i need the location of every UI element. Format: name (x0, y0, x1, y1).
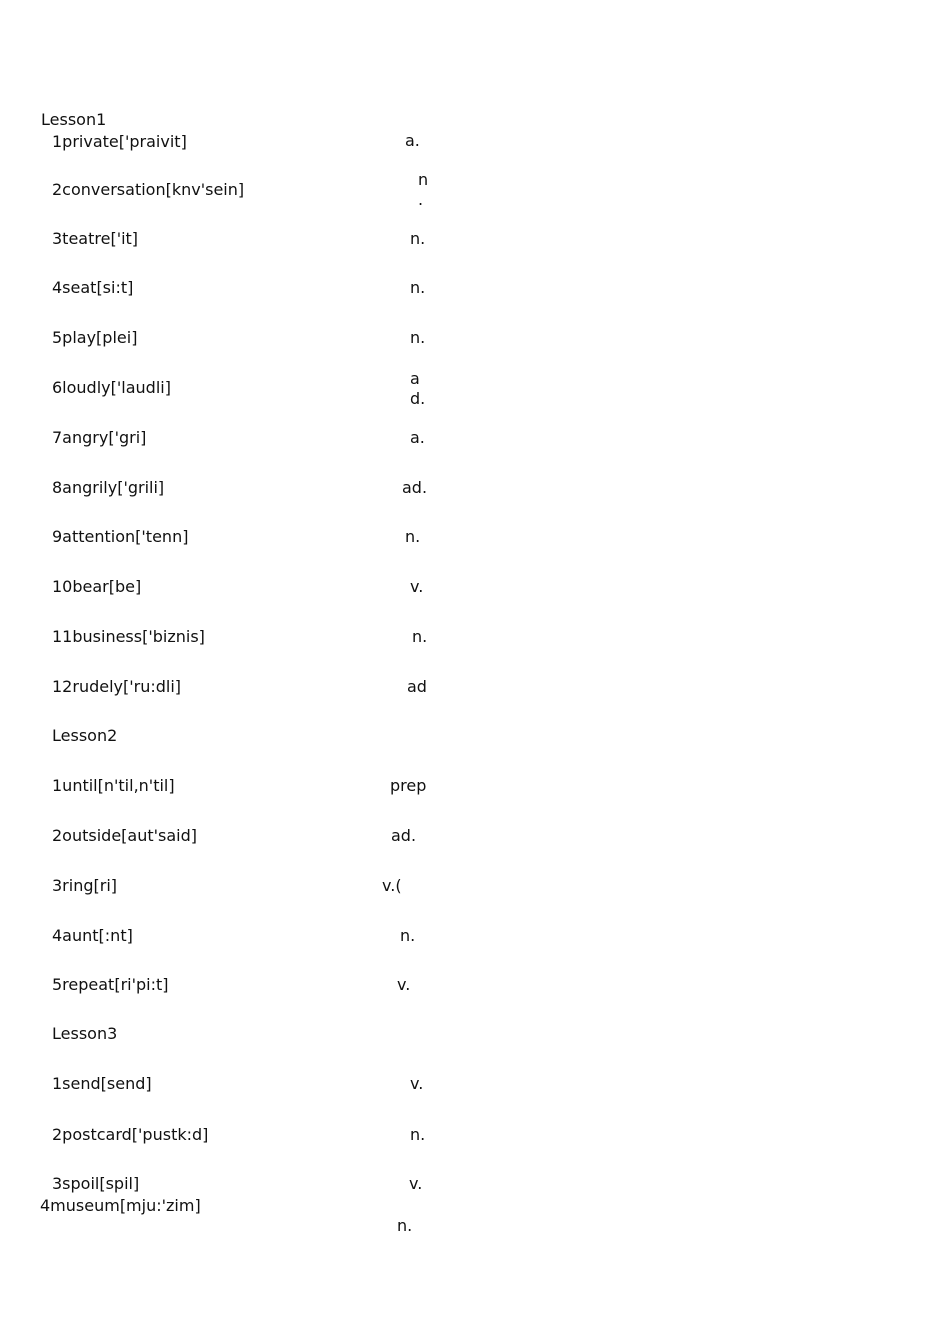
lesson1-title: Lesson1 (41, 110, 107, 129)
lesson2-pos-1: prep (390, 776, 427, 795)
lesson3-title: Lesson3 (52, 1024, 118, 1043)
lesson1-pos-1: a. (405, 131, 420, 150)
lesson1-word-1: 1private['praivit] (52, 132, 187, 151)
lesson3-word-4: 4museum[mju:'zim] (40, 1196, 201, 1215)
lesson1-word-6: 6loudly['laudli] (52, 378, 171, 397)
lesson2-word-4: 4aunt[:nt] (52, 926, 133, 945)
lesson2-word-2: 2outside[aut'said] (52, 826, 198, 845)
lesson1-word-7: 7angry['gri] (52, 428, 147, 447)
lesson1-pos-10: v. (410, 577, 424, 596)
lesson1-word-4: 4seat[si:t] (52, 278, 134, 297)
lesson3-word-1: 1send[send] (52, 1074, 152, 1093)
lesson1-pos-2-cont: . (418, 190, 424, 209)
lesson3-word-3: 3spoil[spil] (52, 1174, 140, 1193)
lesson1-word-11: 11business['biznis] (52, 627, 205, 646)
lesson1-pos-6-cont: d. (410, 389, 426, 408)
lesson1-pos-2: n (418, 170, 429, 189)
lesson2-pos-5: v. (397, 975, 411, 994)
lesson1-word-3: 3teatre['it] (52, 229, 139, 248)
lesson2-title: Lesson2 (52, 726, 118, 745)
lesson1-pos-8: ad. (402, 478, 428, 497)
lesson1-pos-6: a (410, 369, 420, 388)
lesson1-word-12: 12rudely['ru:dli] (52, 677, 182, 696)
lesson1-pos-5: n. (410, 328, 426, 347)
lesson2-pos-4: n. (400, 926, 416, 945)
lesson2-word-5: 5repeat[ri'pi:t] (52, 975, 169, 994)
lesson1-word-10: 10bear[be] (52, 577, 142, 596)
lesson1-pos-7: a. (410, 428, 425, 447)
lesson2-word-3: 3ring[ri] (52, 876, 118, 895)
lesson3-pos-2: n. (410, 1125, 426, 1144)
lesson1-word-5: 5play[plei] (52, 328, 138, 347)
lesson1-pos-9: n. (405, 527, 421, 546)
lesson1-word-8: 8angrily['grili] (52, 478, 165, 497)
lesson2-pos-2: ad. (391, 826, 417, 845)
lesson3-word-2: 2postcard['pustk:d] (52, 1125, 209, 1144)
lesson1-pos-11: n. (412, 627, 428, 646)
lesson1-pos-4: n. (410, 278, 426, 297)
lesson3-pos-4: n. (397, 1216, 413, 1235)
lesson3-pos-1: v. (410, 1074, 424, 1093)
lesson3-pos-3: v. (409, 1174, 423, 1193)
lesson1-word-9: 9attention['tenn] (52, 527, 189, 546)
lesson1-word-2: 2conversation[knv'sein] (52, 180, 245, 199)
lesson2-pos-3: v.( (382, 876, 402, 895)
lesson1-pos-12: ad (407, 677, 427, 696)
lesson2-word-1: 1until[n'til,n'til] (52, 776, 175, 795)
lesson1-pos-3: n. (410, 229, 426, 248)
